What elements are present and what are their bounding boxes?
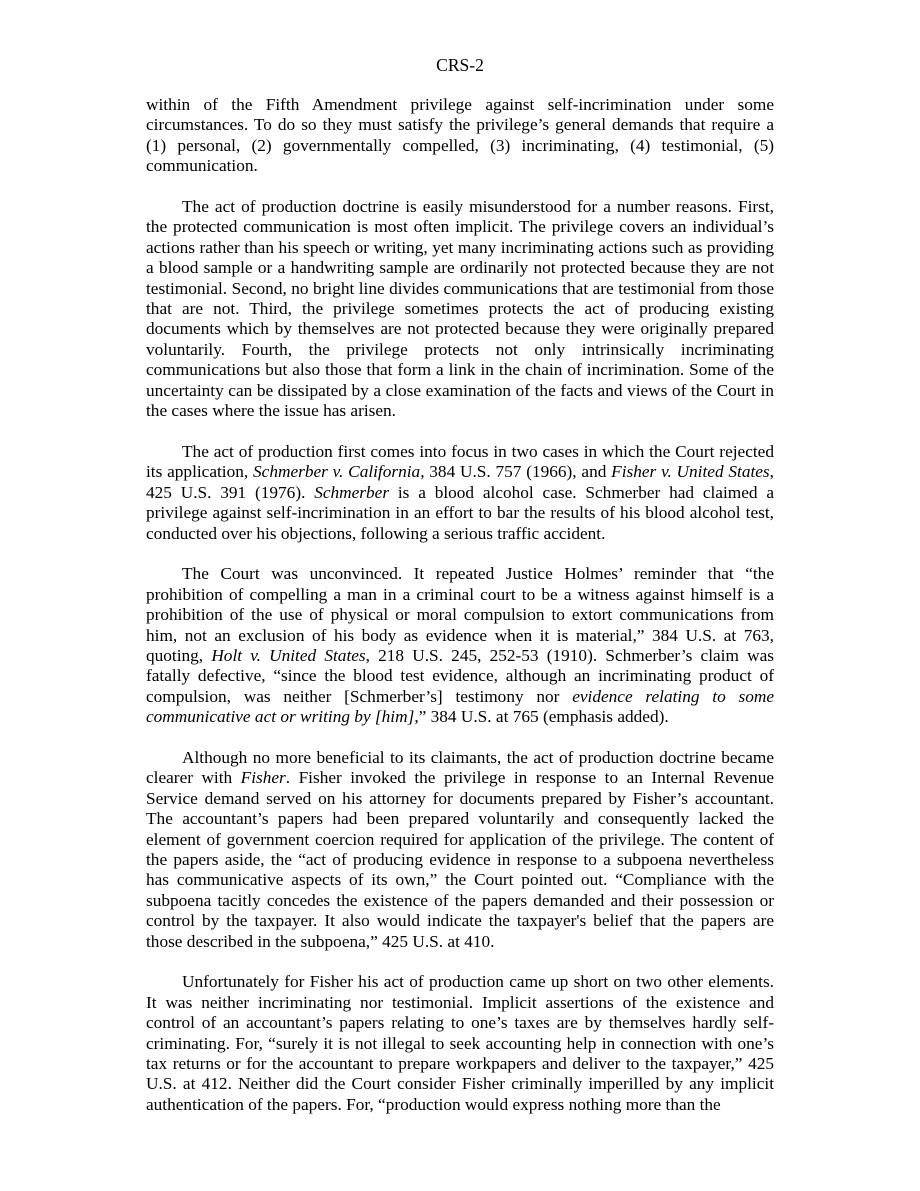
page-number-label: CRS-2 (436, 55, 484, 75)
page-header (0, 54, 920, 76)
paragraph-text: , 384 U.S. 757 (1966), and (420, 462, 612, 482)
paragraph-text: ,” 384 U.S. at 765 (emphasis added). (414, 707, 669, 727)
paragraph (146, 748, 774, 952)
paragraph-text: , 218 U.S. 245, 252-53 (1910). Schmerber’s claim was fatally defective, “since the blood test evidence, although an incriminating product of compulsion, was neither [Schmerber’s] testimony nor (146, 645, 774, 706)
paragraph-text: . Fisher invoked the privilege in response to an Internal Revenue Service demand served on his attorney for documents prepared by Fisher’s accountant. The accountant’s papers had been prepared voluntarily and consequently lacked the element of government coercion required for application of the privilege. The content of the papers aside, the “act of producing evidence in response to a subpoena nevertheless has communicative aspects of its own,” the Court pointed out. “Compliance with the subpoena tacitly concedes the existence of the papers demanded and their possession or control by the taxpayer. It also would indicate the taxpayer's belief that the papers are those described in the subpoena,” 425 U.S. at 410. (146, 768, 775, 951)
paragraph-text: Unfortunately for Fisher his act of production came up short on two other elements. It was neither incriminating nor testimonial. Implicit assertions of the existence and control of an accountant’s papers relating to one’s taxes are by themselves hardly self-criminating. For, “surely it is not illegal to seek accounting help in connection with one’s tax returns or for the accountant to prepare workpapers and deliver to the taxpayer,” 425 U.S. at 412. Neither did the Court consider Fisher criminally imperilled by any implicit authentication of the papers. For, “production would express nothing more than the (146, 972, 774, 1114)
paragraph (146, 972, 774, 1115)
paragraph-text: The act of production doctrine is easily misunderstood for a number reasons. First, the protected communication is most often implicit. The privilege covers an individual’s actions rather than his speech or writing, yet many incriminating actions such as providing a blood sample or a handwriting sample are ordinarily not protected because they are not testimonial. Second, no bright line divides communications that are testimonial from those that are not. Third, the privilege sometimes protects the act of producing existing documents which by themselves are not protected because they were originally prepared voluntarily. Fourth, the privilege protects not only intrinsically incriminating communications but also those that form a link in the chain of incrimination. Some of the uncertainty can be dissipated by a close examination of the facts and views of the Court in the cases where the issue has arisen. (146, 197, 774, 421)
paragraph-text: , 425 U.S. 391 (1976). (146, 462, 774, 502)
paragraph (146, 95, 774, 177)
case-citation: Holt v. United States (211, 645, 366, 665)
case-citation: Schmerber (314, 482, 390, 502)
paragraph-text: Although no more beneficial to its claimants, the act of production doctrine became clearer with (146, 747, 774, 788)
emphasized-quote: evidence relating to some communicative act or writing by [him] (146, 686, 774, 727)
paragraph-text: The Court was unconvinced. It repeated Justice Holmes’ reminder that “the prohibition of compelling a man in a criminal court to be a witness against himself is a prohibition of the use of physical or moral compulsion to extort communications from him, not an exclusion of his body as evidence when it is material,” 384 U.S. at 763, quoting, (146, 564, 774, 665)
paragraph (146, 442, 774, 544)
case-citation: Schmerber v. California (253, 462, 421, 482)
paragraph-text: within of the Fifth Amendment privilege against self-incrimination under some circumstances. To do so they must satisfy the privilege’s general demands that require a (1) personal, (2) governmentally compelled, (3) incriminating, (4) testimonial, (5) communication. (146, 95, 774, 176)
case-citation: Fisher (240, 768, 286, 788)
paragraph (146, 564, 774, 727)
case-citation: Fisher v. United States (611, 462, 770, 482)
paragraph-text: is a blood alcohol case. Schmerber had claimed a privilege against self-incrimination in an effort to bar the results of his blood alcohol test, conducted over his objections, following a serious traffic accident. (146, 482, 774, 543)
paragraph-text: The act of production first comes into focus in two cases in which the Court rejected its application, (146, 441, 774, 482)
document-body (146, 95, 774, 1115)
paragraph (146, 197, 774, 421)
